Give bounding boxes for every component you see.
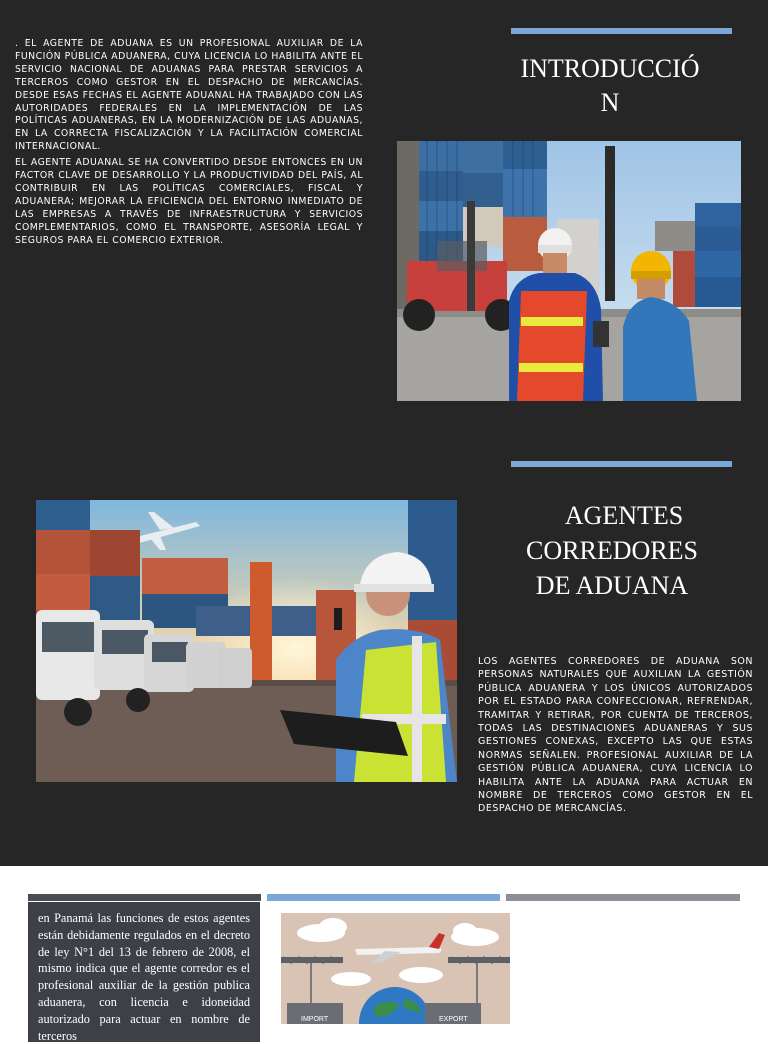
- intro-title: [492, 52, 728, 120]
- slide3-blue-bar: [267, 894, 500, 901]
- intro-title-line-2: N: [600, 88, 620, 117]
- intro-paragraph-2: EL AGENTE ADUANAL SE HA CONVERTIDO DESDE ENTONCES EN UN FACTOR CLAVE DE DESARROLLO Y LA PRODUCTIVIDAD DEL PAÍS, AL CONTRIBUIR EN LAS POLÍTICAS COMERCIALES, FISCAL Y ADUANERA; MEJORAR LA EFICIENCIA DEL ENTORNO INMEDIATO DE LAS EMPRESAS A TRAVÉS DE INFRAESTRUCTURA Y SERVICIOS COMPLEMENTARIOS, COMO EL TRANSPORTE, ASESORÍA LEGAL Y SEGUROS PARA EL COMERCIO EXTERIOR.: [15, 157, 363, 246]
- intro-paragraph-1: . EL AGENTE DE ADUANA ES UN PROFESIONAL AUXILIAR DE LA FUNCIÓN PÚBLICA ADUANERA, CUYA LICENCIA LO HABILITA ANTE EL SERVICIO NACIONAL DE ADUANAS PARA PRESTAR SERVICIOS A TERCEROS COMO GESTOR EN EL DESPACHO DE MERCANCÍAS. DESDE ESAS FECHAS EL AGENTE ADUANAL HA TRABAJADO CON LAS AUTORIDADES FEDERALES EN LA IMPLEMENTACIÓN DE LAS POLÍTICAS ADUANERAS, EN LA MODERNIZACIÓN DE LAS ADUANAS, EN LA CORRECTA FISCALIZACIÓN Y LA FACILITACIÓN COMERCIAL INTERNACIONAL.: [15, 38, 363, 153]
- logistics-illustration: [36, 500, 457, 782]
- port-workers-photo: [397, 141, 741, 401]
- slide3-gray-bar: [506, 894, 740, 901]
- slide3-dark-bar: [28, 894, 261, 901]
- panama-paragraph: en Panamá las funciones de estos agentes están debidamente regulados en el decreto de ley N°1 del 13 de febrero de 2008, el mismo indica que el agente corredor es el profesional auxiliar de la gestión publica aduanera, con licencia e idoneidad autorizado para actuar en nombre de terceros: [38, 911, 250, 1043]
- import-export-illustration: [281, 913, 510, 1024]
- import-label: IMPORT: [301, 1016, 329, 1023]
- port-workers-illustration: [397, 141, 741, 401]
- import-export-graphic: [281, 913, 510, 1024]
- slide-introduccion: [0, 0, 768, 432]
- agentes-paragraph: LOS AGENTES CORREDORES DE ADUANA SON PERSONAS NATURALES QUE AUXILIAN LA GESTIÓN PÚBLICA ADUANERA Y LOS ÚNICOS AUTORIZADOS POR EL ESTADO PARA CONFECCIONAR, REFRENDAR, TRAMITAR Y RETIRAR, POR CUENTA DE TERCEROS, TODAS LAS DESTINACIONES ADUANERAS Y SUS GESTIONES CONEXAS, EXCEPTO LAS QUE ESTAS NORMAS SEÑALEN. PROFESIONAL AUXILIAR DE LA GESTIÓN PÚBLICA ADUANERA, CUYA LICENCIA LO HABILITA ANTE LA ADUANA PARA ACTUAR EN NOMBRE DE TERCEROS COMO GESTOR EN EL DESPACHO DE MERCANCÍAS.: [478, 656, 753, 815]
- panama-text-card: [28, 902, 260, 1042]
- agentes-title: [496, 498, 728, 603]
- agentes-title-line-2: CORREDORES: [526, 536, 698, 565]
- intro-accent-bar: [511, 28, 732, 34]
- intro-body-text: [15, 38, 363, 251]
- agentes-title-line-1: AGENTES: [564, 501, 684, 530]
- agentes-title-line-3: DE ADUANA: [535, 571, 689, 600]
- agentes-body-text: [478, 655, 753, 819]
- slide-agentes-corredores: [0, 432, 768, 866]
- intro-title-line-1: INTRODUCCIÓ: [520, 54, 700, 83]
- export-label: EXPORT: [439, 1016, 468, 1023]
- logistics-worker-photo: [36, 500, 457, 782]
- agentes-accent-bar: [511, 461, 732, 467]
